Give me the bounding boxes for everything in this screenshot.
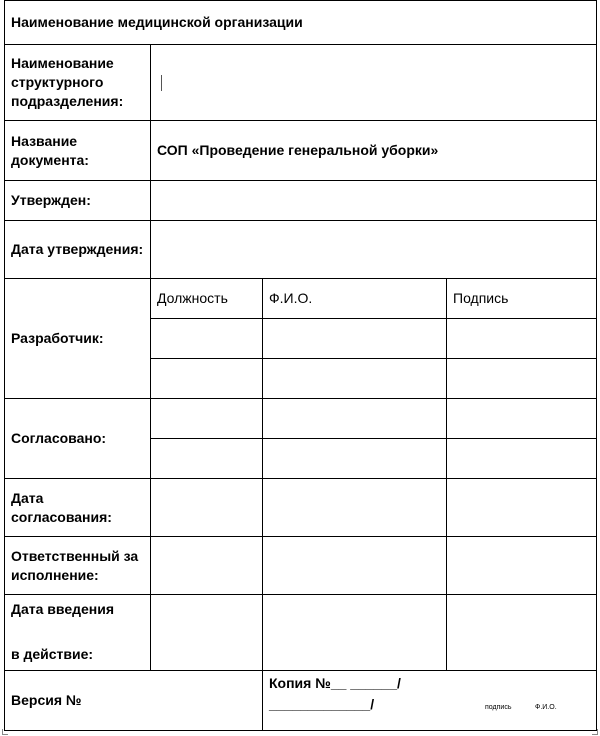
text-cursor — [161, 75, 162, 91]
agreed-label: Согласовано: — [5, 399, 151, 479]
effective-date-label — [5, 595, 151, 671]
version-label[interactable]: Версия № — [5, 671, 263, 731]
agreement-date-cell[interactable] — [263, 479, 447, 537]
developer-fio-cell[interactable] — [263, 359, 447, 399]
col-position-header: Должность — [151, 279, 263, 319]
agreed-position-cell[interactable] — [151, 399, 263, 439]
developer-label: Разработчик: — [5, 279, 151, 399]
subdivision-label: Наименование структурного подразделения: — [5, 45, 151, 121]
responsible-label: Ответственный за исполнение: — [5, 537, 151, 595]
effective-date-cell[interactable] — [447, 595, 597, 671]
developer-position-cell[interactable] — [151, 319, 263, 359]
copy-sign-caption: подпись — [485, 704, 512, 711]
effective-date-line2: в действие: — [11, 646, 94, 662]
approval-date-label: Дата утверждения: — [5, 221, 151, 279]
agreed-fio-cell[interactable] — [263, 439, 447, 479]
agreement-date-label: Дата согласования: — [5, 479, 151, 537]
agreed-fio-cell[interactable] — [263, 399, 447, 439]
effective-date-cell[interactable] — [263, 595, 447, 671]
copy-signature-line: _____________/ — [269, 696, 375, 712]
agreed-signature-cell[interactable] — [447, 439, 597, 479]
page-corner-mark — [2, 729, 8, 735]
effective-date-line1: Дата введения — [11, 601, 115, 617]
developer-position-cell[interactable] — [151, 359, 263, 399]
responsible-cell[interactable] — [151, 537, 263, 595]
agreed-position-cell[interactable] — [151, 439, 263, 479]
responsible-cell[interactable] — [263, 537, 447, 595]
org-title: Наименование медицинской организации — [5, 1, 597, 45]
copy-number-line: Копия №__ ______/ — [269, 675, 401, 691]
effective-date-cell[interactable] — [151, 595, 263, 671]
developer-fio-cell[interactable] — [263, 319, 447, 359]
developer-signature-cell[interactable] — [447, 359, 597, 399]
docname-value[interactable]: СОП «Проведение генеральной уборки» — [151, 121, 597, 181]
responsible-cell[interactable] — [447, 537, 597, 595]
docname-label: Название документа: — [5, 121, 151, 181]
agreement-date-cell[interactable] — [447, 479, 597, 537]
sop-header-table — [4, 0, 597, 731]
sop-form — [4, 0, 596, 732]
subdivision-field[interactable] — [151, 45, 597, 121]
col-signature-header: Подпись — [447, 279, 597, 319]
copy-fio-caption: Ф.И.О. — [535, 704, 557, 711]
agreed-signature-cell[interactable] — [447, 399, 597, 439]
agreement-date-cell[interactable] — [151, 479, 263, 537]
page-corner-mark — [592, 729, 598, 735]
copy-cell[interactable] — [263, 671, 597, 731]
approved-label: Утвержден: — [5, 181, 151, 221]
developer-signature-cell[interactable] — [447, 319, 597, 359]
approval-date-field[interactable] — [151, 221, 597, 279]
approved-field[interactable] — [151, 181, 597, 221]
col-fio-header: Ф.И.О. — [263, 279, 447, 319]
